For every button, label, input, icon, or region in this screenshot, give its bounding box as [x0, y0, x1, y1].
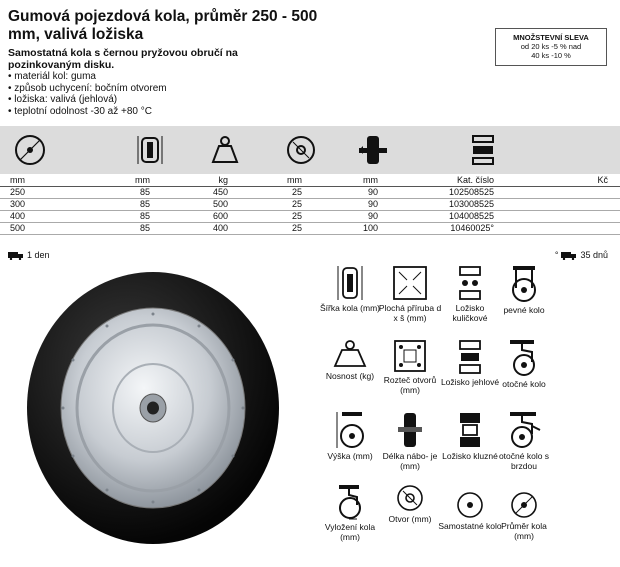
diameter-icon	[12, 132, 48, 168]
hub-length-icon	[395, 410, 425, 450]
discount-line: 40 ks -10 %	[531, 51, 571, 60]
legend-label: Ložisko jehlové	[440, 377, 500, 387]
legend-label: Rozteč otvorů (mm)	[383, 375, 437, 395]
price-cell	[494, 222, 620, 234]
legend-label: Nosnost (kg)	[325, 371, 375, 381]
legend-label: Výška (mm)	[327, 451, 373, 461]
legend-diameter	[491, 490, 557, 541]
product-title: Gumová pojezdová kola, průměr 250 - 500 mm, valivá ložiska	[8, 8, 318, 43]
legend-fixed-castor	[491, 264, 557, 316]
table-cell: 90	[302, 198, 378, 210]
ball-bearing-icon	[455, 264, 485, 302]
legend-label: Ložisko kluzné	[442, 451, 498, 461]
legend-label: Plochá příruba d x š (mm)	[378, 303, 442, 323]
table-cell: 25	[228, 198, 302, 210]
product-subtitle: Samostatná kola s černou pryžovou obručí na pozinkovaným disku.	[8, 47, 238, 71]
table-cell: 85	[98, 222, 150, 234]
legend-load	[317, 338, 383, 382]
table-cell: 100	[302, 222, 378, 234]
legend-label: Délka nábo- je (mm)	[382, 451, 438, 471]
table-cell: 250	[0, 186, 98, 198]
swivel-castor-icon	[506, 338, 542, 378]
table-cell: 85	[98, 198, 150, 210]
table-row	[0, 198, 620, 210]
wheel-width-icon	[132, 132, 168, 168]
hole-spacing-icon	[392, 338, 428, 374]
hub-length-icon	[355, 132, 391, 168]
legend-label: Průměr kola (mm)	[501, 521, 547, 541]
delivery-fast-label: 1 den	[27, 250, 50, 260]
legend-label: Samostatné kolo	[438, 521, 502, 531]
discount-title: MNOŽSTEVNÍ SLEVA	[513, 33, 589, 42]
legend-swivel-brake	[491, 410, 557, 471]
table-cell: 400	[0, 210, 98, 222]
table-cell: 90	[302, 186, 378, 198]
table-row	[0, 186, 620, 198]
single-wheel-icon	[455, 490, 485, 520]
bearing-icon	[465, 132, 501, 168]
load-capacity-icon	[207, 132, 243, 168]
product-wheel-image	[25, 270, 290, 550]
needle-bearing-icon	[455, 338, 485, 376]
legend-label: Otvor (mm)	[388, 514, 432, 524]
feature-item: • způsob uchycení: bočním otvorem	[8, 83, 167, 95]
catalog-number: 10460025°	[378, 222, 494, 234]
legend-swivel-castor	[491, 338, 557, 390]
delivery-mark: °	[554, 250, 559, 260]
load-capacity-icon	[331, 338, 369, 370]
wheel-width-icon	[335, 264, 365, 302]
table-cell: 90	[302, 210, 378, 222]
discount-line: od 20 ks -5 % nad	[520, 42, 582, 51]
table-cell: 450	[150, 186, 228, 198]
catalog-number: 104008525	[378, 210, 494, 222]
table-cell: 85	[98, 186, 150, 198]
table-header-row	[0, 174, 620, 186]
price-cell	[494, 210, 620, 222]
legend-bore	[377, 483, 443, 525]
feature-item: • teplotní odolnost -30 až +80 °C	[8, 106, 167, 118]
catalog-number: 102508525	[378, 186, 494, 198]
feature-list	[8, 71, 167, 117]
column-header: mm	[0, 174, 98, 186]
column-header: kg	[150, 174, 228, 186]
legend-label: Ložisko kuličkové	[452, 303, 488, 323]
truck-icon	[561, 251, 577, 260]
legend-label: Šířka kola (mm)	[320, 303, 380, 313]
column-header: mm	[302, 174, 378, 186]
table-cell: 500	[150, 198, 228, 210]
diameter-icon	[509, 490, 539, 520]
plain-bearing-icon	[455, 410, 485, 450]
delivery-slow	[555, 250, 608, 260]
swivel-brake-castor-icon	[504, 410, 544, 450]
legend-label: otočné kolo s brzdou	[498, 451, 550, 471]
table-row	[0, 222, 620, 234]
table-cell: 25	[228, 186, 302, 198]
price-cell	[494, 198, 620, 210]
table-cell: 300	[0, 198, 98, 210]
legend-label: otočné kolo	[502, 379, 546, 389]
quantity-discount-box	[495, 28, 607, 66]
flat-plate-icon	[391, 264, 429, 302]
legend-height	[317, 410, 383, 462]
legend-label: Vyložení kola (mm)	[324, 522, 376, 542]
wheel-offset-icon	[333, 483, 367, 521]
height-icon	[333, 410, 367, 450]
legend-offset	[317, 483, 383, 542]
delivery-fast	[8, 250, 50, 260]
table-row	[0, 210, 620, 222]
truck-icon	[8, 251, 24, 260]
column-header: Kat. číslo	[378, 174, 494, 186]
spec-table	[0, 174, 620, 235]
spec-icon-band	[0, 126, 620, 174]
table-cell: 600	[150, 210, 228, 222]
table-cell: 25	[228, 222, 302, 234]
legend-wheel-width	[317, 264, 383, 314]
delivery-slow-label: 35 dnů	[580, 250, 608, 260]
feature-item: • ložiska: valivá (jehlová)	[8, 94, 167, 106]
column-header: mm	[98, 174, 150, 186]
table-cell: 25	[228, 210, 302, 222]
legend-hole-spacing	[377, 338, 443, 395]
catalog-number: 103008525	[378, 198, 494, 210]
price-cell	[494, 186, 620, 198]
table-cell: 85	[98, 210, 150, 222]
table-cell: 400	[150, 222, 228, 234]
bore-icon	[395, 483, 425, 513]
legend-label: pevné kolo	[503, 305, 545, 315]
column-header: Kč	[494, 174, 620, 186]
bore-icon	[283, 132, 319, 168]
feature-item: • materiál kol: guma	[8, 71, 167, 83]
fixed-castor-icon	[507, 264, 541, 304]
table-cell: 500	[0, 222, 98, 234]
column-header: mm	[228, 174, 302, 186]
legend-plate	[377, 264, 443, 323]
legend-hub-length	[377, 410, 443, 471]
